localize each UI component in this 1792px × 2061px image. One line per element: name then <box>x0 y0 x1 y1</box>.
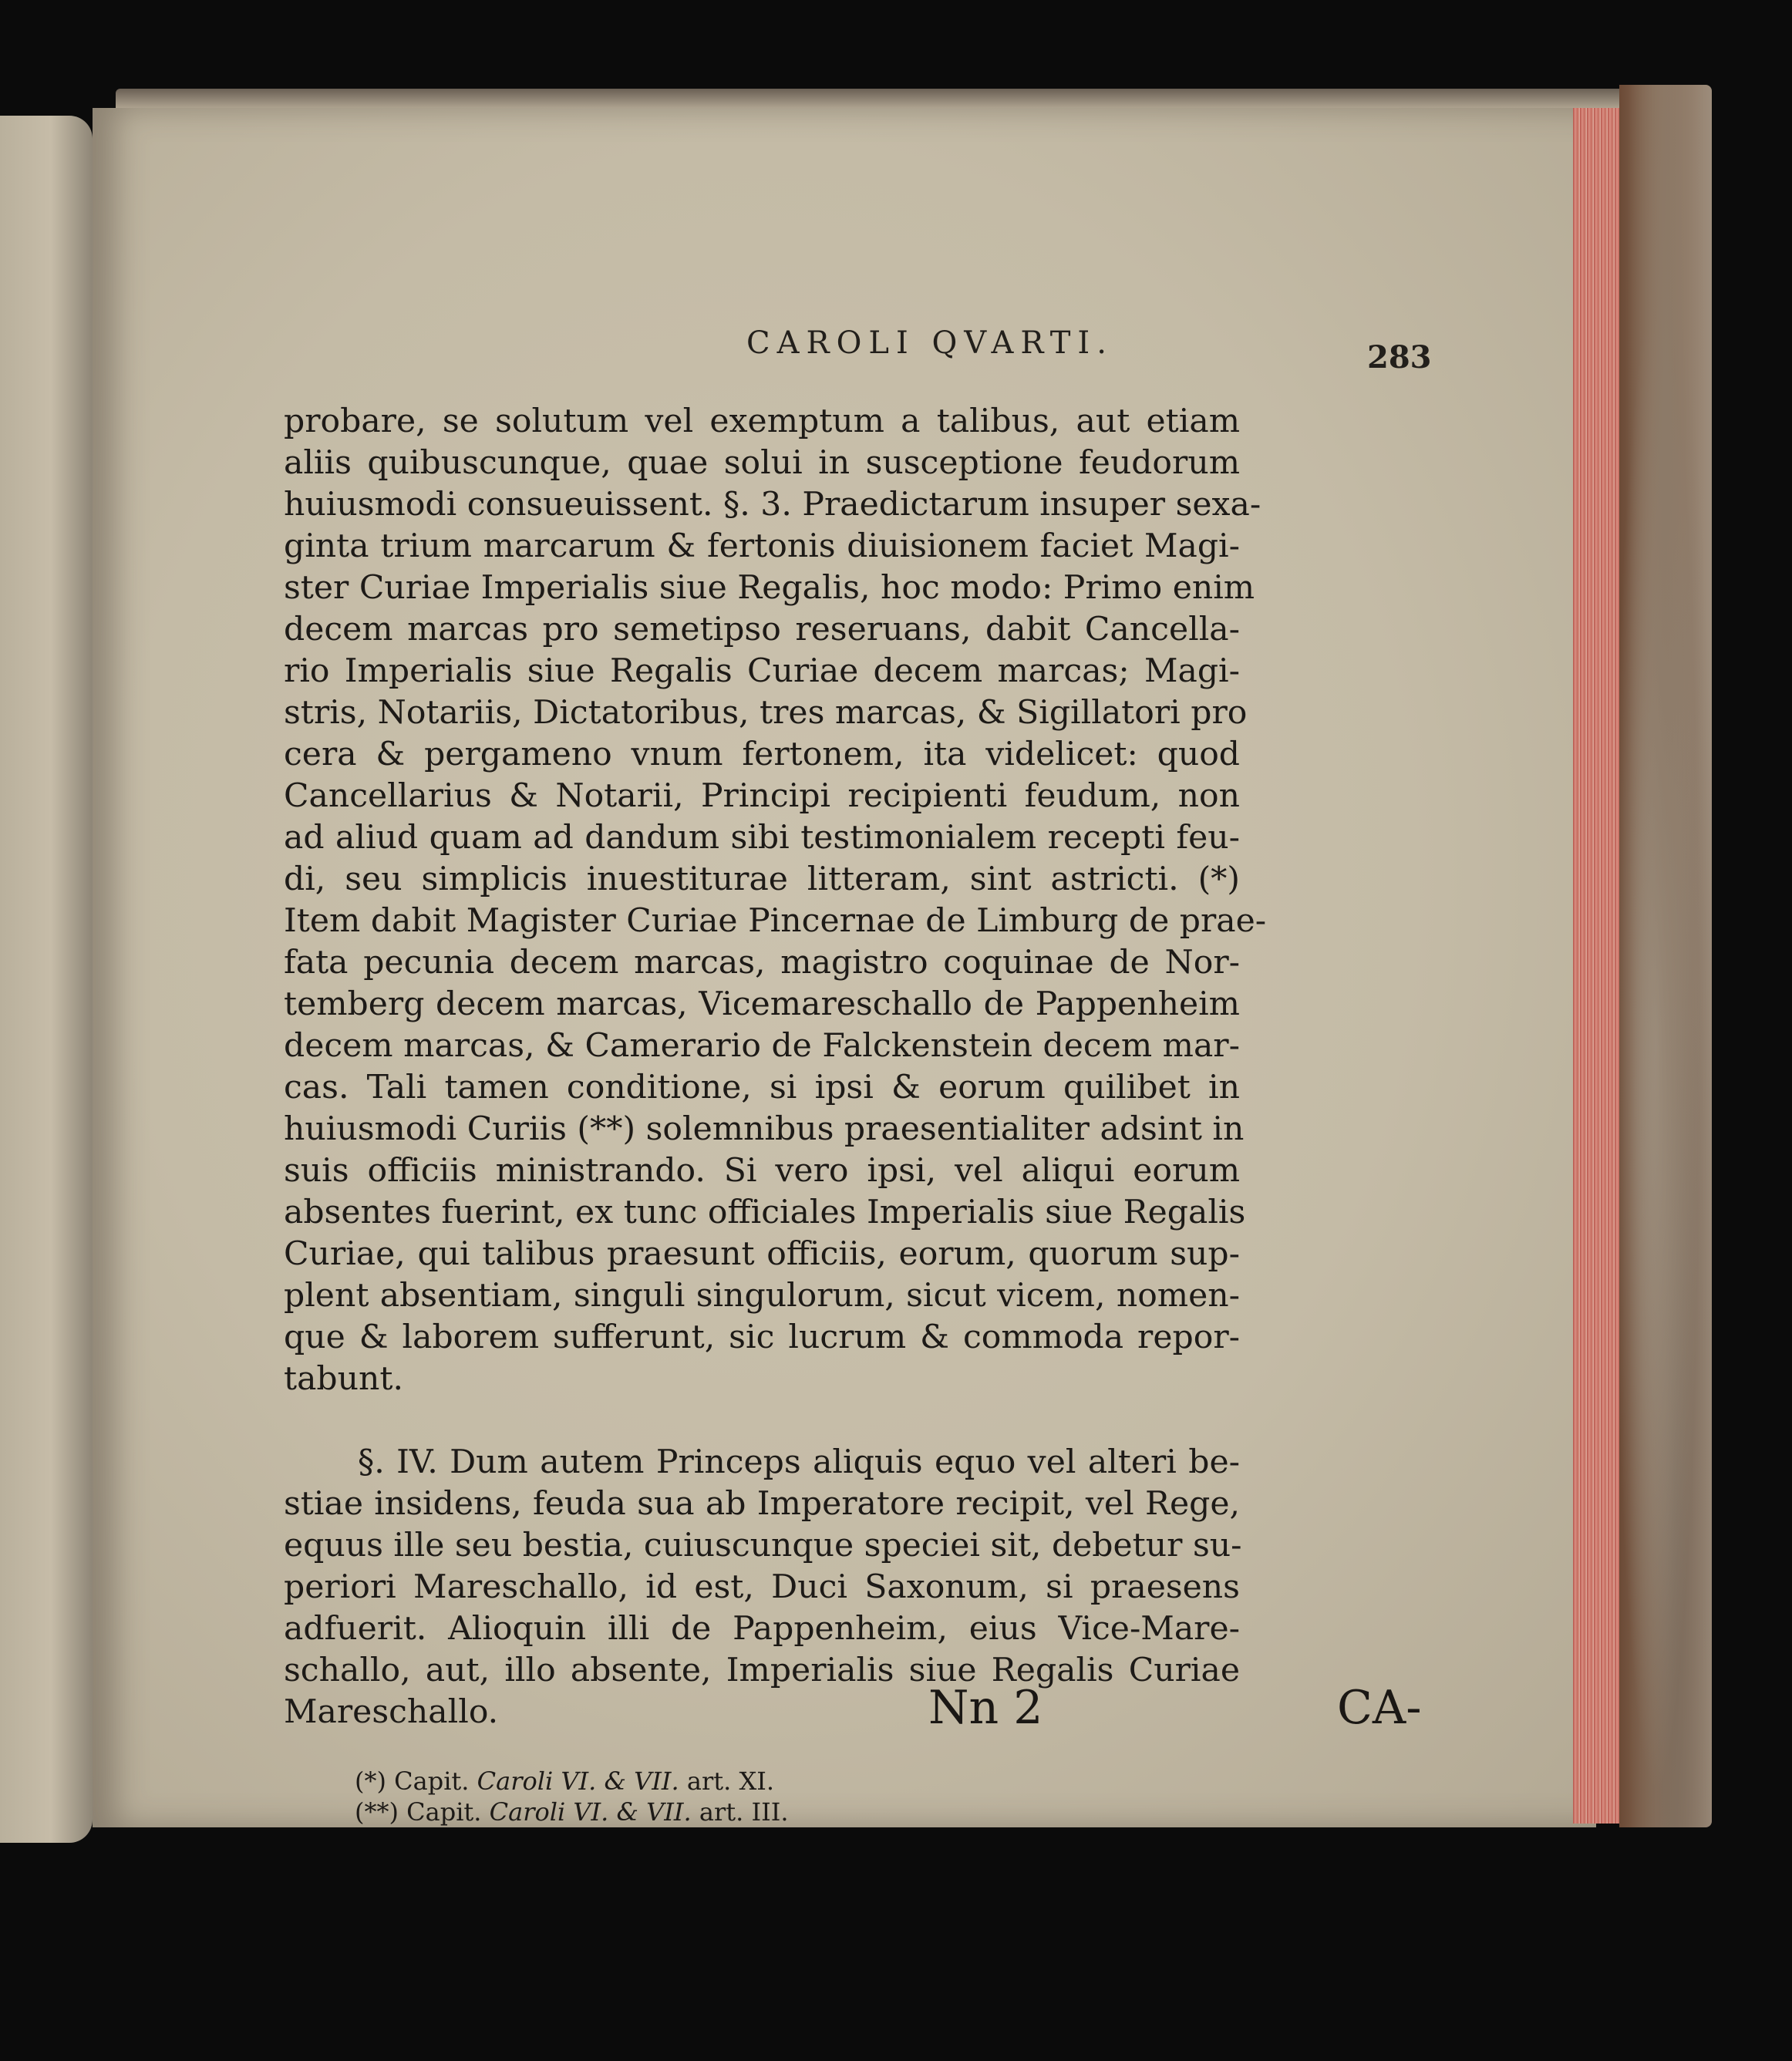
text-line: stiae insidens, feuda sua ab Imperatore recipit, vel Rege, <box>284 1485 1240 1523</box>
text-line: Curiae, qui talibus praesunt officiis, eorum, quorum sup- <box>284 1235 1240 1273</box>
text-line: adfuerit. Alioquin illi de Pappenheim, eius Vice-Mare- <box>284 1610 1240 1648</box>
text-line: fata pecunia decem marcas, magistro coquinae de Nor- <box>284 944 1240 982</box>
running-head: CAROLI QVARTI. <box>746 325 1113 361</box>
page-number: 283 <box>1367 339 1432 375</box>
footnote-italic: Caroli VI. & VII. <box>477 1766 679 1796</box>
text-line: probare, se solutum vel exemptum a talibus, aut etiam <box>284 402 1240 440</box>
footnote-text: art. III. <box>699 1797 789 1827</box>
text-line: Item dabit Magister Curiae Pincernae de Limburg de prae- <box>284 902 1267 940</box>
facing-left-page <box>0 116 93 1843</box>
text-line: absentes fuerint, ex tunc officiales Imperialis siue Regalis <box>284 1194 1246 1231</box>
text-line: ad aliud quam ad dandum sibi testimonialem recepti feu- <box>284 819 1240 857</box>
footnote <box>355 1797 789 1827</box>
text-line: decem marcas, & Camerario de Falckenstein decem mar- <box>284 1027 1240 1065</box>
footnote-text: Capit. <box>406 1797 482 1827</box>
text-line: ginta trium marcarum & fertonis diuisionem faciet Magi- <box>284 527 1240 565</box>
text-line: periori Mareschallo, id est, Duci Saxonum, si praesens <box>284 1568 1240 1606</box>
marbled-cover <box>1619 85 1712 1827</box>
text-line: §. IV. Dum autem Princeps aliquis equo vel alteri be- <box>358 1443 1240 1481</box>
page-fore-edge <box>1573 108 1619 1824</box>
footnote-text: Capit. <box>394 1766 470 1796</box>
footnotes <box>355 1766 789 1827</box>
text-line: Mareschallo. <box>284 1693 499 1731</box>
text-line: decem marcas pro semetipso reseruans, dabit Cancella- <box>284 611 1240 648</box>
footnote-text: art. XI. <box>686 1766 775 1796</box>
text-line: di, seu simplicis inuestiturae litteram, sint astricti. (*) <box>284 860 1240 898</box>
signature-mark: Nn 2 <box>928 1681 1043 1735</box>
text-line: suis officiis ministrando. Si vero ipsi, vel aliqui eorum <box>284 1152 1240 1190</box>
catchword: CA- <box>1337 1681 1422 1735</box>
text-line: ster Curiae Imperialis siue Regalis, hoc modo: Primo enim <box>284 569 1255 607</box>
text-line: equus ille seu bestia, cuiuscunque speciei sit, debetur su- <box>284 1527 1242 1564</box>
footnote-italic: Caroli VI. & VII. <box>489 1797 692 1827</box>
text-line: huiusmodi consueuissent. §. 3. Praedictarum insuper sexa- <box>284 486 1261 524</box>
book-page <box>93 108 1596 1827</box>
body-text <box>284 401 1267 1733</box>
text-line: cera & pergameno vnum fertonem, ita videlicet: quod <box>284 736 1240 773</box>
text-line: Cancellarius & Notarii, Principi recipienti feudum, non <box>284 777 1240 815</box>
footnote-mark: (**) <box>355 1797 399 1827</box>
footnote-mark: (*) <box>355 1766 386 1796</box>
text-line: rio Imperialis siue Regalis Curiae decem marcas; Magi- <box>284 652 1240 690</box>
text-line: schallo, aut, illo absente, Imperialis siue Regalis Curiae <box>284 1652 1240 1689</box>
footnote <box>355 1766 789 1797</box>
text-line: temberg decem marcas, Vicemareschallo de Pappenheim <box>284 985 1240 1023</box>
text-line: huiusmodi Curiis (**) solemnibus praesentialiter adsint in <box>284 1110 1245 1148</box>
text-line: que & laborem sufferunt, sic lucrum & commoda repor- <box>284 1318 1240 1356</box>
text-line: cas. Tali tamen conditione, si ipsi & eorum quilibet in <box>284 1069 1240 1106</box>
text-line: tabunt. <box>284 1360 403 1398</box>
text-line: plent absentiam, singuli singulorum, sicut vicem, nomen- <box>284 1277 1240 1315</box>
text-line: aliis quibuscunque, quae solui in susceptione feudorum <box>284 444 1240 482</box>
text-line: stris, Notariis, Dictatoribus, tres marcas, & Sigillatori pro <box>284 694 1248 732</box>
